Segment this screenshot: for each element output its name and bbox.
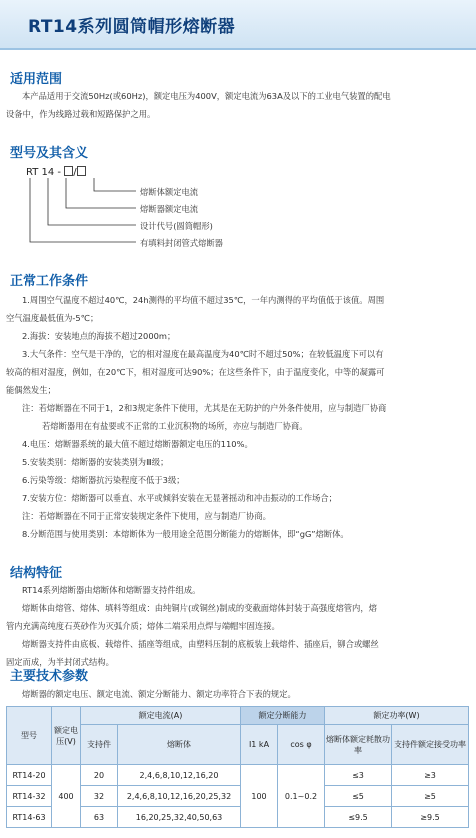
cell-fuse-power: ≤3 bbox=[325, 765, 392, 786]
condition-line-8: 5.安装类别：熔断器的安装类别为Ⅲ级； bbox=[22, 457, 169, 467]
line-fuse-current bbox=[94, 178, 136, 191]
model-code-sep: / bbox=[73, 167, 77, 178]
cell-support: 20 bbox=[81, 765, 118, 786]
cell-support-power: ≥5 bbox=[392, 786, 469, 807]
condition-line-6: 能偶然发生； bbox=[6, 385, 56, 395]
line-design bbox=[48, 178, 136, 225]
th-i1: I1 kA bbox=[241, 725, 278, 765]
heading-scope: 适用范围 bbox=[10, 72, 63, 87]
th-breaking: 额定分断能力 bbox=[241, 707, 325, 725]
structure-line-3: 管内充满高纯度石英砂作为灭弧介质；熔体二端采用点焊与端帽牢固连接。 bbox=[6, 621, 280, 631]
condition-note-1: 注：若熔断器在不同于1，2和3规定条件下使用，尤其是在无防护的户外条件使用，应与制造厂协商 bbox=[22, 403, 387, 413]
cell-fuse: 2,4,6,8,10,12,16,20,25,32 bbox=[118, 786, 241, 807]
cell-model: RT14-32 bbox=[7, 786, 52, 807]
heading-model: 型号及其含义 bbox=[10, 146, 89, 161]
cell-support: 63 bbox=[81, 807, 118, 828]
condition-note-3: 注：若熔断器在不同于正常安装规定条件下使用，应与制造厂协商。 bbox=[22, 511, 271, 521]
th-power: 额定功率(W) bbox=[325, 707, 469, 725]
cell-model: RT14-63 bbox=[7, 807, 52, 828]
label-holder-current: 熔断器额定电流 bbox=[140, 204, 199, 214]
cell-i1: 100 bbox=[241, 765, 278, 828]
cell-support-power: ≥3 bbox=[392, 765, 469, 786]
line-type bbox=[30, 178, 136, 242]
th-cos: cos φ bbox=[278, 725, 325, 765]
table-row bbox=[7, 765, 469, 786]
condition-line-1: 1.周围空气温度不超过40℃，24h测得的平均值不超过35℃，一年内测得的平均值低于该值。周围 bbox=[22, 295, 385, 305]
th-support: 支持件 bbox=[81, 725, 118, 765]
heading-structure: 结构特征 bbox=[10, 566, 63, 581]
cell-cos: 0.1~0.2 bbox=[278, 765, 325, 828]
th-current: 额定电流(A) bbox=[81, 707, 241, 725]
condition-line-9: 6.污染等级：熔断器抗污染程度不低于3级； bbox=[22, 475, 185, 485]
cell-fuse: 16,20,25,32,40,50,63 bbox=[118, 807, 241, 828]
cell-support-power: ≥9.5 bbox=[392, 807, 469, 828]
label-design-code: 设计代号(圆筒帽形) bbox=[140, 221, 213, 231]
title-bar bbox=[0, 0, 476, 50]
cell-voltage: 400 bbox=[52, 765, 81, 828]
th-voltage: 额定电压(V) bbox=[52, 707, 81, 765]
condition-line-3: 2.海拔：安装地点的海拔不超过2000m； bbox=[22, 331, 176, 341]
cell-support: 32 bbox=[81, 786, 118, 807]
cell-fuse-power: ≤5 bbox=[325, 786, 392, 807]
condition-line-11: 8.分断范围与使用类别：本熔断体为一般用途全范围分断能力的熔断体，即“gG”熔断体。 bbox=[22, 529, 349, 539]
structure-line-5: 固定而成，为半封闭式结构。 bbox=[6, 657, 114, 667]
structure-line-4: 熔断器支持件由底板、载熔件、插座等组成，由塑料压制的底板装上载熔件、插座后，铆合或螺丝 bbox=[22, 639, 379, 649]
line-holder-current bbox=[66, 178, 136, 208]
condition-line-10: 7.安装方位：熔断器可以垂直、水平或倾斜安装在无显著摇动和冲击振动的工作场合； bbox=[22, 493, 337, 503]
scope-line-1: 本产品适用于交流50Hz(或60Hz)，额定电压为400V，额定电流为63A及以下的工业电气装置的配电 bbox=[22, 91, 391, 101]
condition-line-4: 3.大气条件：空气是干净的，它的相对湿度在最高温度为40℃时不超过50%；在较低温度下可以有 bbox=[22, 349, 384, 359]
heading-specs: 主要技术参数 bbox=[10, 669, 89, 684]
heading-conditions: 正常工作条件 bbox=[10, 274, 89, 289]
cell-fuse-power: ≤9.5 bbox=[325, 807, 392, 828]
structure-line-2: 熔断体由熔管、熔体、填料等组成：由纯铜片(或铜丝)制成的变截面熔体封装于高强度熔管内，熔 bbox=[22, 603, 377, 613]
th-fuse-power: 熔断体额定耗散功率 bbox=[325, 725, 392, 765]
model-code-prefix: RT 14 - bbox=[26, 167, 62, 178]
structure-line-1: RT14系列熔断器由熔断体和熔断器支持件组成。 bbox=[22, 585, 201, 595]
label-type: 有填料封闭管式熔断器 bbox=[140, 238, 223, 248]
cell-fuse: 2,4,6,8,10,12,16,20 bbox=[118, 765, 241, 786]
specs-intro: 熔断器的额定电压、额定电流、额定分断能力、额定功率符合下表的规定。 bbox=[22, 689, 296, 699]
scope-line-2: 设备中，作为线路过载和短路保护之用。 bbox=[6, 109, 156, 119]
spec-table bbox=[6, 706, 469, 828]
model-diagram bbox=[18, 162, 318, 252]
condition-line-5: 较高的相对湿度，例如，在20℃下，相对湿度可达90%；在这些条件下，由于温度变化，中等的凝露可 bbox=[6, 367, 385, 377]
condition-note-2: 若熔断器用在有盐要或不正常的工业沉积物的场所，亦应与制造厂协商。 bbox=[42, 421, 308, 431]
th-support-power: 支持件额定接受功率 bbox=[392, 725, 469, 765]
th-model: 型号 bbox=[7, 707, 52, 765]
label-fuse-current: 熔断体额定电流 bbox=[140, 187, 199, 197]
th-fuse: 熔断体 bbox=[118, 725, 241, 765]
cell-model: RT14-20 bbox=[7, 765, 52, 786]
condition-line-2: 空气温度最低值为-5℃； bbox=[6, 313, 99, 323]
page-title: RT14系列圆筒帽形熔断器 bbox=[28, 17, 236, 37]
condition-line-7: 4.电压：熔断器系统的最大值不超过熔断器额定电压的110%。 bbox=[22, 439, 253, 449]
